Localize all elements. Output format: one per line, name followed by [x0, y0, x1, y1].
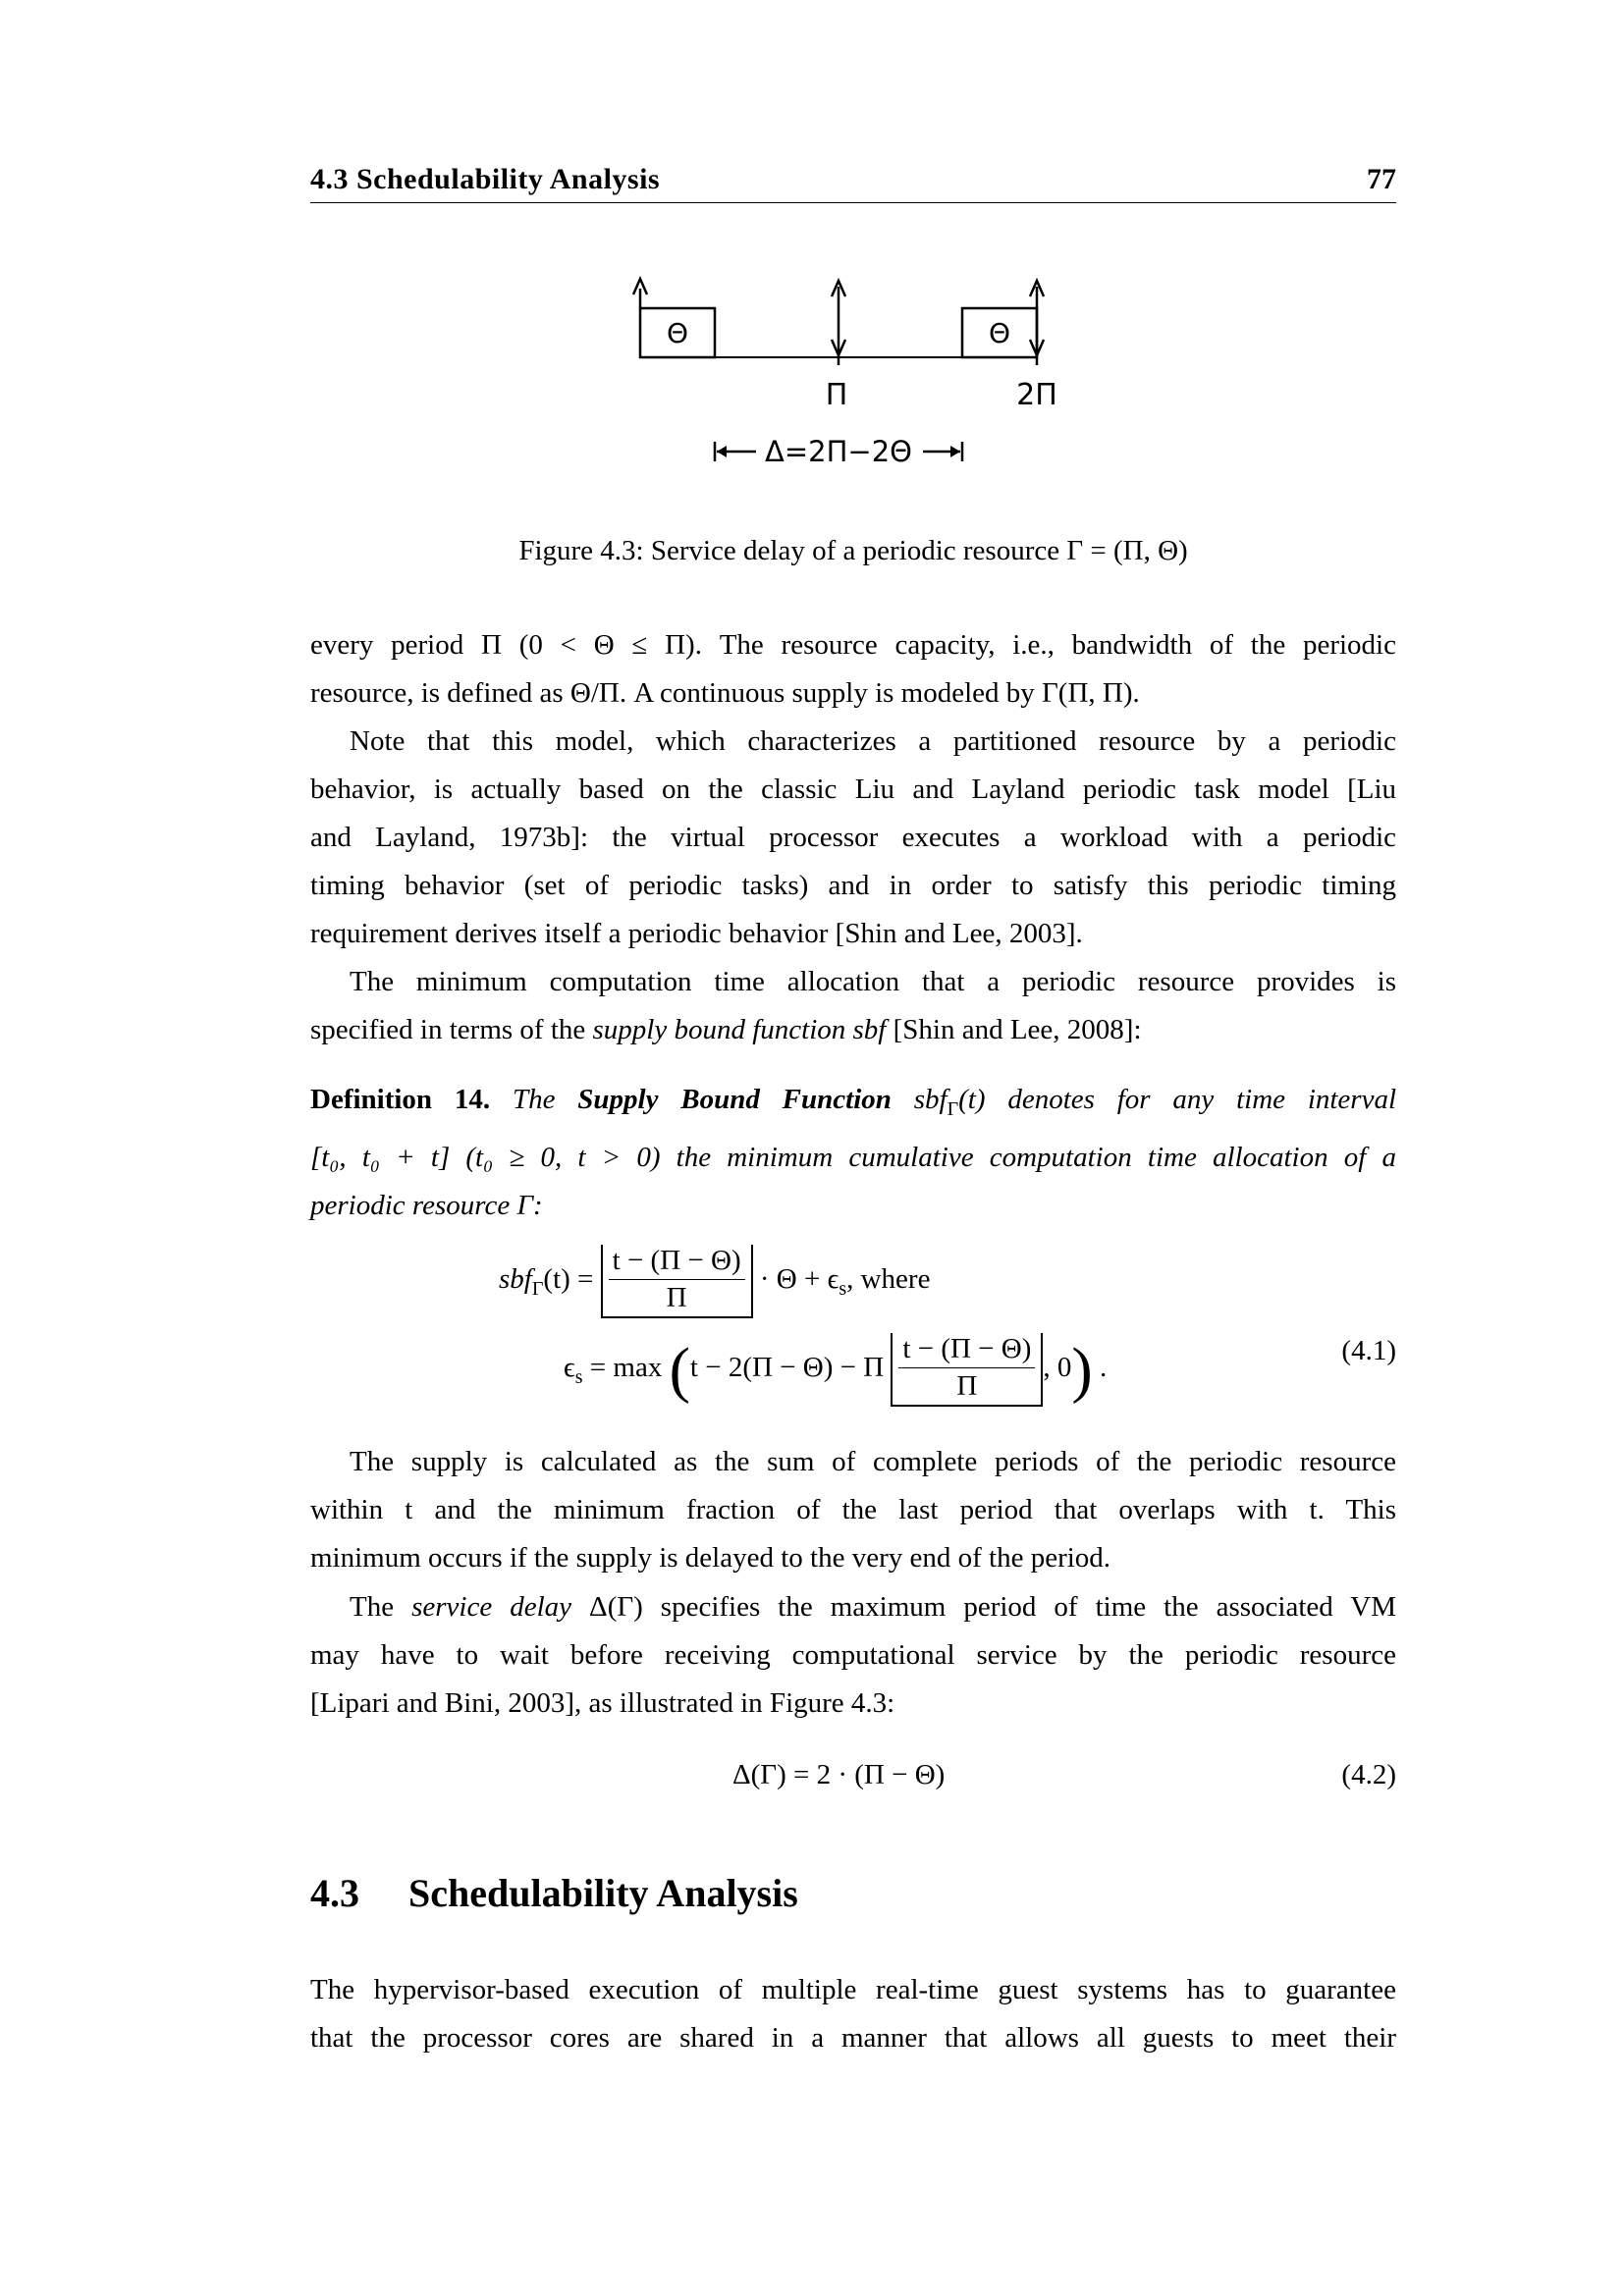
definition-14: [310, 1076, 1396, 1230]
definition-line: [310, 1076, 1396, 1134]
paragraph-line: and Layland, 1973b]: the virtual processor executes a workload with a periodic: [310, 822, 1396, 853]
theta-label-first: Θ: [666, 317, 689, 349]
paragraph-line: resource, is defined as Θ/Π. A continuous supply is modeled by Γ(Π, Π).: [310, 677, 1140, 709]
running-title: 4.3 Schedulability Analysis: [310, 163, 661, 195]
paragraph-line: The hypervisor-based execution of multiple real-time guest systems has to guarantee: [310, 1974, 1396, 2005]
supply-bound-function-term: supply bound function sbf: [592, 1014, 887, 1045]
definition-label: Definition 14.: [310, 1084, 491, 1115]
paragraph-line: Note that this model, which characterizes a partitioned resource by a periodic: [350, 725, 1396, 757]
text-run: sbf: [891, 1084, 947, 1115]
text-run: (t) denotes for any time interval: [958, 1084, 1397, 1115]
eq-lhs-arg: (t) =: [543, 1263, 594, 1296]
arrow-head-right-icon: [950, 446, 960, 457]
service-delay-diagram: [609, 267, 1070, 493]
paragraph-line: behavior, is actually based on the classic Liu and Layland periodic task model [Liu: [310, 774, 1396, 805]
eq-tail: , 0: [1043, 1352, 1072, 1384]
eq-where: , where: [846, 1263, 931, 1296]
eq-period: .: [1099, 1352, 1108, 1384]
section-heading: [310, 1870, 798, 1916]
figure-caption: Figure 4.3: Service delay of a periodic resource Γ = (Π, Θ): [518, 535, 1188, 566]
fraction: [898, 1333, 1035, 1403]
fraction: [609, 1245, 745, 1314]
eq-rhs: · Θ + ϵ: [759, 1263, 839, 1296]
paragraph-2: [310, 718, 1396, 958]
fraction-denominator: Π: [666, 1282, 687, 1313]
citation-text: [Shin and Lee, 2008]:: [886, 1014, 1142, 1045]
text-run: The: [350, 1591, 412, 1623]
paragraph-line: requirement derives itself a periodic behavior [Shin and Lee, 2003].: [310, 918, 1083, 949]
figure-service-delay: [609, 267, 1070, 493]
equation-number-4-1: (4.1): [1341, 1335, 1396, 1366]
page-number: 77: [1367, 163, 1396, 195]
text-run: Δ(Γ) specifies the maximum period of time the associated VM: [571, 1591, 1396, 1623]
paragraph-6: [310, 1966, 1396, 2062]
two-pi-axis-label: 2Π: [1016, 378, 1057, 412]
section-title: Schedulability Analysis: [408, 1871, 798, 1915]
floor-bracket: [891, 1333, 1043, 1407]
paragraph-line: The minimum computation time allocation that a periodic resource provides is: [350, 966, 1396, 997]
paragraph-line: [310, 1583, 1396, 1631]
pi-axis-label: Π: [825, 378, 848, 412]
definition-term: Supply Bound Function: [577, 1084, 892, 1115]
paragraph-line: may have to wait before receiving computational service by the periodic resource: [310, 1639, 1396, 1671]
paragraph-3: [310, 958, 1396, 1054]
left-paren: (: [669, 1334, 690, 1405]
subscript: s: [574, 1365, 583, 1388]
definition-line: periodic resource Γ:: [310, 1189, 543, 1221]
paragraph-line: within t and the minimum fraction of the last period that overlaps with t. This: [310, 1494, 1396, 1525]
subscript: Γ: [531, 1277, 544, 1300]
text-run: The: [490, 1084, 578, 1115]
equation-4-2: Δ(Γ) = 2 · (Π − Θ): [732, 1759, 946, 1790]
paragraph-5: [310, 1583, 1396, 1728]
theta-label-second: Θ: [988, 317, 1011, 349]
arrow-head-left-icon: [717, 446, 727, 457]
running-header: [310, 163, 1396, 203]
paragraph-line: that the processor cores are shared in a manner that allows all guests to meet their: [310, 2022, 1396, 2054]
eq-lhs: sbf: [499, 1263, 532, 1296]
paragraph-1: [310, 621, 1396, 718]
fraction-numerator: t − (Π − Θ): [609, 1245, 745, 1280]
paragraph-line: The supply is calculated as the sum of complete periods of the periodic resource: [350, 1446, 1396, 1477]
floor-bracket: [601, 1245, 753, 1318]
eq-epsilon: ϵ: [564, 1352, 575, 1384]
paragraph-line: [Lipari and Bini, 2003], as illustrated in Figure 4.3:: [310, 1687, 895, 1719]
right-paren: ): [1071, 1334, 1093, 1405]
subscript: s: [839, 1277, 847, 1300]
delta-label: Δ=2Π−2Θ: [765, 435, 912, 468]
definition-line: [t₀, t₀ + t] (t₀ ≥ 0, t > 0) the minimum cumulative computation time allocation of a: [310, 1141, 1396, 1173]
paragraph-line: [310, 1006, 1396, 1054]
paragraph-4: [310, 1438, 1396, 1582]
section-number: 4.3: [310, 1871, 359, 1915]
equation-4-1-line-2: [564, 1333, 1107, 1407]
paragraph-line: every period Π (0 < Θ ≤ Π). The resource capacity, i.e., bandwidth of the periodic: [310, 629, 1396, 661]
subscript: Γ: [947, 1097, 959, 1120]
eq-max: = max: [582, 1352, 663, 1384]
equation-4-1-line-1: [499, 1245, 930, 1318]
equation-number-4-2: (4.2): [1341, 1759, 1396, 1790]
paragraph-line: timing behavior (set of periodic tasks) and in order to satisfy this periodic timing: [310, 870, 1396, 901]
fraction-denominator: Π: [956, 1370, 978, 1402]
eq-inner: t − 2(Π − Θ) − Π: [689, 1352, 885, 1384]
text-run: specified in terms of the: [310, 1014, 593, 1045]
fraction-numerator: t − (Π − Θ): [898, 1333, 1035, 1368]
paragraph-line: minimum occurs if the supply is delayed to the very end of the period.: [310, 1542, 1111, 1574]
service-delay-term: service delay: [411, 1591, 572, 1623]
